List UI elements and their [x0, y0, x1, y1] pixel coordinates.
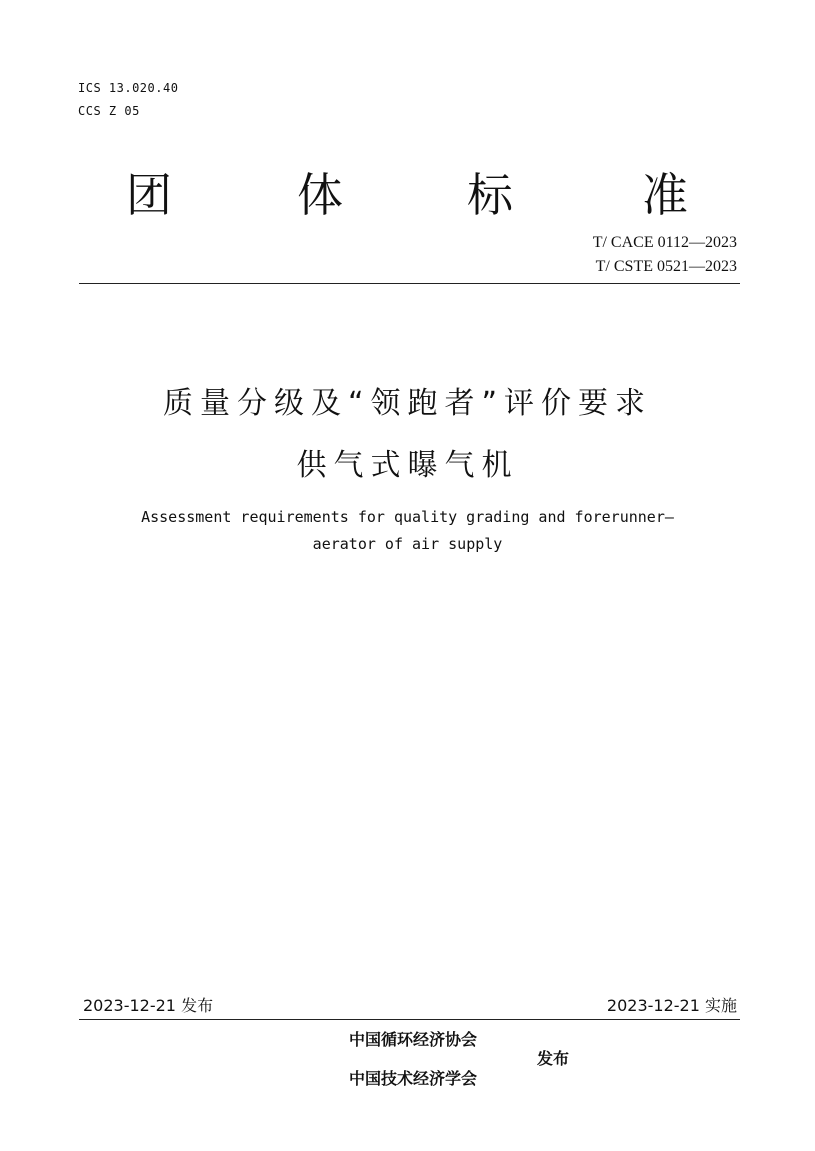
- title-en-line-1: Assessment requirements for quality grading and forerunner—: [141, 508, 674, 526]
- ccs-code: CCS Z 05: [78, 104, 140, 118]
- header-divider: [79, 283, 740, 284]
- publisher-org-2: 中国技术经济学会: [349, 1069, 478, 1088]
- ics-code: ICS 13.020.40: [78, 81, 179, 95]
- title-en-line-2: aerator of air supply: [312, 535, 503, 553]
- publish-label: 发布: [537, 1049, 570, 1068]
- standard-type-char-1: 团: [126, 168, 172, 222]
- standard-code-2: T/ CSTE 0521—2023: [595, 258, 737, 275]
- issue-date: 2023-12-21 发布: [83, 996, 214, 1015]
- title-zh-line-1: 质量分级及“领跑者”评价要求: [162, 386, 653, 421]
- standard-type-char-4: 准: [642, 168, 688, 222]
- title-zh-line-2: 供气式曝气机: [296, 448, 519, 483]
- footer-divider: [79, 1019, 740, 1020]
- standard-type-char-2: 体: [297, 168, 343, 222]
- implement-date: 2023-12-21 实施: [606, 996, 737, 1015]
- publisher-org-1: 中国循环经济协会: [349, 1030, 478, 1049]
- standard-code-1: T/ CACE 0112—2023: [592, 234, 737, 251]
- standard-type-char-3: 标: [467, 168, 513, 222]
